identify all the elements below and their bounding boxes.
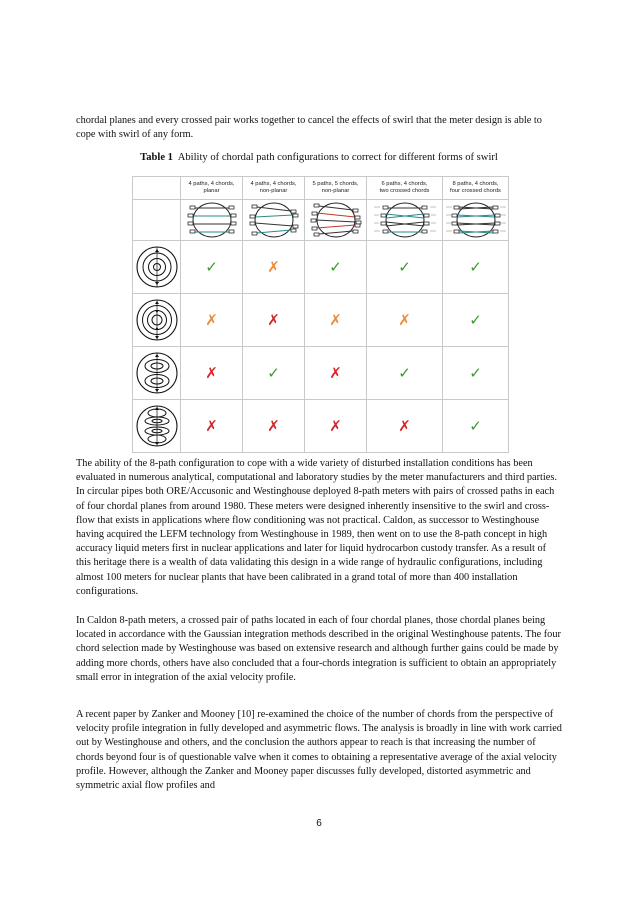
result-cell: [305, 241, 367, 294]
check-mark-icon: ✓: [469, 311, 482, 329]
swirl-row: [133, 294, 509, 347]
table-header-row: [133, 177, 509, 200]
column-header-line: planar: [203, 188, 220, 194]
result-cell: [181, 347, 243, 400]
cross-mark-icon: ✗: [205, 417, 218, 435]
path-diagram-row: [133, 200, 509, 241]
body-paragraph-1: The ability of the 8-path configuration to cope with a wide variety of disturbed installation conditions has been evaluated in numerous analytical, computational and laboratory studies by the meter manufacturers and third parties. In circular pipes both ORE/Accusonic and Westinghouse deployed 8-path meters with pairs of crossed paths in each of four chordal planes from around 1980. These meters were designed inherently insensitive to the swirl and cross-flow that exists in applications where flow conditioning was not practical. Caldon, as successor to Westinghouse having acquired the LEFM technology from Westinghouse in 1989, then went on to use the 8-path concept in high accuracy liquid meters first in nuclear applications and later for liquid hydrocarbon custody transfer. As a result of this heritage there is a wealth of data validating this design in a wide range of hydraulic configurations, including almost 100 meters for nuclear plants that have been calibrated in a grand total of more than 400 installation configurations.: [76, 458, 557, 597]
swirl-row: [133, 347, 509, 400]
single-swirl-icon: [135, 244, 179, 290]
check-mark-icon: ✓: [469, 258, 482, 276]
table-label: Table 1: [140, 152, 173, 163]
cross-mark-icon: ✗: [267, 311, 280, 329]
column-header-line: non-planar: [321, 188, 350, 194]
column-header-line: 4 paths, 4 chords,: [250, 181, 297, 187]
body-paragraph-3: A recent paper by Zanker and Mooney [10] re-examined the choice of the number of chords from the perspective of velocity profile integration in fully developed and asymmetric flows. The analysis is broadly in line with work carried out by Westinghouse and others, and the conclusion the authors appear to reach is that increasing the number of chords beyond four is of questionable valve when it comes to obtaining a representative average of the axial velocity profile. However, although the Zanker and Mooney paper discusses fully developed, distorted asymmetric and symmetric axial flow profiles and: [76, 709, 562, 792]
complex-swirl-icon: [135, 403, 179, 449]
column-header-line: two crossed chords: [379, 188, 430, 194]
column-header: [367, 177, 443, 200]
intro-paragraph: chordal planes and every crossed pair works together to cancel the effects of swirl that the meter design is able to cope with swirl of any form.: [76, 115, 542, 141]
swirl-row: [133, 400, 509, 453]
result-cell: [443, 241, 509, 294]
result-cell: [181, 294, 243, 347]
check-mark-icon: ✓: [205, 258, 218, 276]
cross-mark-icon: ✗: [398, 417, 411, 435]
result-cell: [243, 294, 305, 347]
column-header-line: four crossed chords: [450, 188, 501, 194]
column-header: [181, 177, 243, 200]
swirl-row: [133, 241, 509, 294]
result-cell: [181, 400, 243, 453]
diagram-corner: [133, 200, 181, 241]
column-header-line: 8 paths, 4 chords,: [452, 181, 499, 187]
distorted-swirl-icon: [135, 350, 179, 396]
result-cell: [367, 241, 443, 294]
result-cell: [305, 400, 367, 453]
path-diagram-cell: [443, 200, 509, 241]
partial-cross-icon: ✗: [267, 258, 280, 276]
check-mark-icon: ✓: [398, 258, 411, 276]
eight-path-crossed-diagram-icon: [444, 201, 508, 239]
cross-mark-icon: ✗: [205, 364, 218, 382]
result-cell: [367, 347, 443, 400]
partial-cross-icon: ✗: [398, 311, 411, 329]
result-cell: [243, 347, 305, 400]
column-header: [243, 177, 305, 200]
cross-mark-icon: ✗: [329, 417, 342, 435]
path-diagram-cell: [305, 200, 367, 241]
column-header-line: 5 paths, 5 chords,: [312, 181, 359, 187]
column-header-line: non-planar: [259, 188, 288, 194]
page-number: 6: [316, 818, 322, 829]
four-path-planar-diagram-icon: [184, 201, 240, 239]
cross-mark-icon: ✗: [329, 364, 342, 382]
path-diagram-cell: [243, 200, 305, 241]
four-path-nonplanar-diagram-icon: [246, 201, 302, 239]
check-mark-icon: ✓: [398, 364, 411, 382]
result-cell: [443, 347, 509, 400]
path-diagram-cell: [181, 200, 243, 241]
path-diagram-cell: [367, 200, 443, 241]
partial-cross-icon: ✗: [329, 311, 342, 329]
column-header: [305, 177, 367, 200]
swirl-profile-cell: [133, 241, 181, 294]
result-cell: [443, 400, 509, 453]
partial-cross-icon: ✗: [205, 311, 218, 329]
header-corner: [133, 177, 181, 200]
cross-mark-icon: ✗: [267, 417, 280, 435]
swirl-profile-cell: [133, 400, 181, 453]
check-mark-icon: ✓: [329, 258, 342, 276]
double-swirl-icon: [135, 297, 179, 343]
table-caption: [0, 152, 638, 163]
swirl-profile-cell: [133, 347, 181, 400]
check-mark-icon: ✓: [469, 364, 482, 382]
result-cell: [305, 294, 367, 347]
result-cell: [305, 347, 367, 400]
check-mark-icon: ✓: [469, 417, 482, 435]
column-header-line: 6 paths, 4 chords,: [381, 181, 428, 187]
column-header-line: 4 paths, 4 chords,: [188, 181, 235, 187]
swirl-correction-table: [132, 176, 509, 453]
check-mark-icon: ✓: [267, 364, 280, 382]
result-cell: [367, 400, 443, 453]
six-path-crossed-diagram-icon: [370, 201, 440, 239]
swirl-profile-cell: [133, 294, 181, 347]
body-paragraph-2: In Caldon 8-path meters, a crossed pair of paths located in each of four chordal planes, those chordal planes being located in accordance with the Gaussian integration methods described in the original Westinghouse patents. The four chord selection made by Westinghouse was based on extensive research and although further gains could be made by adding more chords, others have also concluded that a four-chords integration is sufficient to obtain an appropriately small error in integration of the axial velocity profile.: [76, 615, 561, 683]
result-cell: [367, 294, 443, 347]
five-path-nonplanar-diagram-icon: [308, 201, 364, 239]
result-cell: [243, 400, 305, 453]
result-cell: [443, 294, 509, 347]
column-header: [443, 177, 509, 200]
result-cell: [181, 241, 243, 294]
result-cell: [243, 241, 305, 294]
table-caption-text: Ability of chordal path configurations to correct for different forms of swirl: [177, 152, 498, 163]
